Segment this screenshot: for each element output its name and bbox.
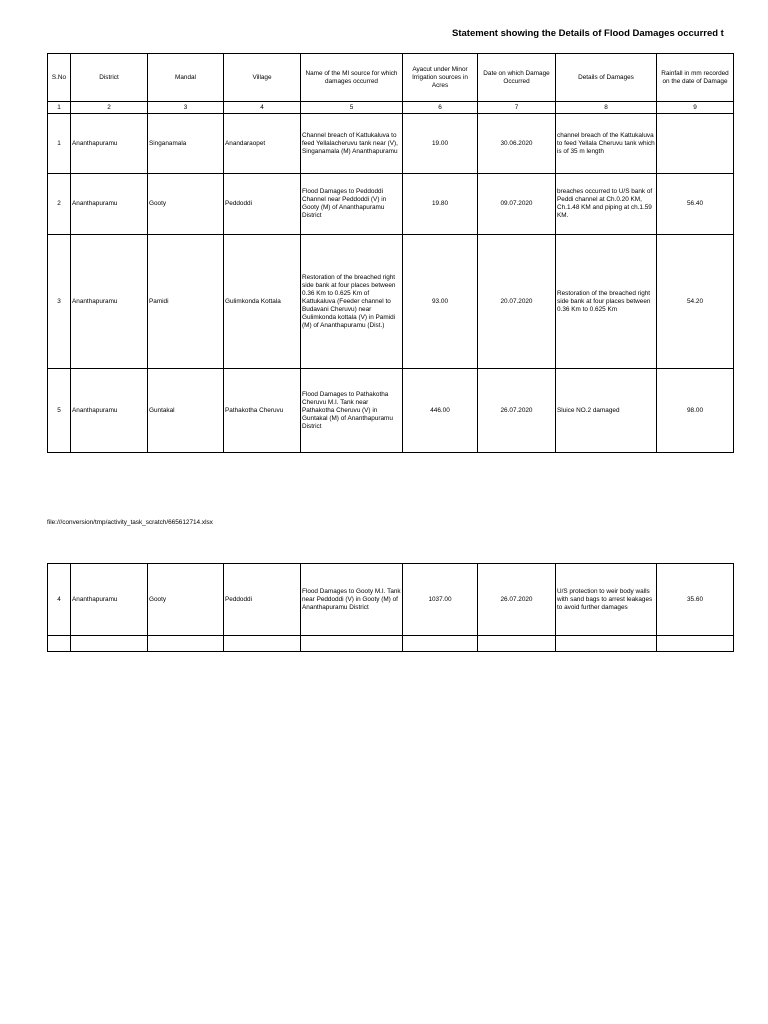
header-row (48, 54, 734, 102)
col-number: 9 (657, 102, 734, 114)
mandal-cell: Gooty (148, 564, 224, 636)
header-cell: Mandal (148, 54, 224, 102)
details-cell: breaches occurred to U/S bank of Peddi channel at Ch.0.20 KM, Ch.1.48 KM and piping at ch.1.59 KM. (556, 174, 657, 235)
rainfall-cell: 98.00 (657, 369, 734, 453)
date-cell: 26.07.2020 (478, 564, 556, 636)
damages-table (47, 53, 734, 453)
ayacut-cell: 446.00 (403, 369, 478, 453)
empty-cell (224, 636, 301, 652)
mandal-cell: Pamidi (148, 235, 224, 369)
source-cell: Flood Damages to Peddoddi Channel near Peddoddi (V) in Gooty (M) of Ananthapuramu District (301, 174, 403, 235)
header-cell: Date on which Damage Occurred (478, 54, 556, 102)
sno-cell: 1 (48, 114, 71, 174)
col-number: 2 (71, 102, 148, 114)
sno-cell: 5 (48, 369, 71, 453)
village-cell: Gulimkonda Kottala (224, 235, 301, 369)
mandal-cell: Singanamala (148, 114, 224, 174)
table-row (48, 235, 734, 369)
source-cell: Flood Damages to Gooty M.I. Tank near Peddoddi (V) in Gooty (M) of Ananthapuramu District (301, 564, 403, 636)
col-number: 6 (403, 102, 478, 114)
empty-cell (48, 636, 71, 652)
details-cell: Restoration of the breached right side bank at four places between 0.36 Km to 0.625 Km (556, 235, 657, 369)
source-cell: Restoration of the breached right side bank at four places between 0.36 Km to 0.625 Km of Kattukaluva (Feeder channel to Budavani Cheruvu) near Gulimkonda kottala (V) in Pamidi (M) of Ananthapuramu (Dist.) (301, 235, 403, 369)
ayacut-cell: 93.00 (403, 235, 478, 369)
district-cell: Ananthapuramu (71, 114, 148, 174)
header-cell: Ayacut under Minor Irrigation sources in Acres (403, 54, 478, 102)
file-path: file:///conversion/tmp/activity_task_scratch/665612714.xlsx (47, 519, 213, 526)
ayacut-cell: 19.80 (403, 174, 478, 235)
village-cell: Anandaraopet (224, 114, 301, 174)
empty-row (48, 636, 734, 652)
header-cell: Name of the MI source for which damages occurred (301, 54, 403, 102)
page-title: Statement showing the Details of Flood Damages occurred t (452, 28, 724, 39)
date-cell: 20.07.2020 (478, 235, 556, 369)
district-cell: Ananthapuramu (71, 369, 148, 453)
header-cell: District (71, 54, 148, 102)
empty-cell (556, 636, 657, 652)
header-cell: S.No (48, 54, 71, 102)
mandal-cell: Gooty (148, 174, 224, 235)
mandal-cell: Guntakal (148, 369, 224, 453)
district-cell: Ananthapuramu (71, 235, 148, 369)
table-row (48, 369, 734, 453)
col-number: 5 (301, 102, 403, 114)
col-number: 1 (48, 102, 71, 114)
col-number: 4 (224, 102, 301, 114)
empty-cell (301, 636, 403, 652)
table-row (48, 174, 734, 235)
header-cell: Village (224, 54, 301, 102)
damages-table-continued (47, 563, 734, 652)
ayacut-cell: 19.00 (403, 114, 478, 174)
empty-cell (148, 636, 224, 652)
date-cell: 30.06.2020 (478, 114, 556, 174)
village-cell: Peddoddi (224, 564, 301, 636)
date-cell: 26.07.2020 (478, 369, 556, 453)
details-cell: channel breach of the Kattukaluva to feed Yellala Cheruvu tank which is of 35 m length (556, 114, 657, 174)
date-cell: 09.07.2020 (478, 174, 556, 235)
source-cell: Flood Damages to Pathakotha Cheruvu M.I. Tank near Pathakotha Cheruvu (V) in Guntakal (M) of Ananthapuramu District (301, 369, 403, 453)
col-number: 3 (148, 102, 224, 114)
district-cell: Ananthapuramu (71, 174, 148, 235)
sno-cell: 4 (48, 564, 71, 636)
empty-cell (403, 636, 478, 652)
rainfall-cell: 54.20 (657, 235, 734, 369)
details-cell: Sluice NO.2 damaged (556, 369, 657, 453)
village-cell: Pathakotha Cheruvu (224, 369, 301, 453)
ayacut-cell: 1037.00 (403, 564, 478, 636)
rainfall-cell (657, 114, 734, 174)
details-cell: U/S protection to weir body walls with sand bags to arrest leakages to avoid further damages (556, 564, 657, 636)
rainfall-cell: 35.60 (657, 564, 734, 636)
district-cell: Ananthapuramu (71, 564, 148, 636)
table-row (48, 564, 734, 636)
empty-cell (71, 636, 148, 652)
header-cell: Rainfall in mm recorded on the date of Damage (657, 54, 734, 102)
source-cell: Channel breach of Kattukaluva to feed Yellalacheruvu tank near (V), Singanamala (M) Ananthapuramu (301, 114, 403, 174)
table-row (48, 114, 734, 174)
sno-cell: 3 (48, 235, 71, 369)
col-number: 7 (478, 102, 556, 114)
empty-cell (657, 636, 734, 652)
sno-cell: 2 (48, 174, 71, 235)
column-number-row (48, 102, 734, 114)
empty-cell (478, 636, 556, 652)
col-number: 8 (556, 102, 657, 114)
header-cell: Details of Damages (556, 54, 657, 102)
rainfall-cell: 56.40 (657, 174, 734, 235)
village-cell: Peddoddi (224, 174, 301, 235)
